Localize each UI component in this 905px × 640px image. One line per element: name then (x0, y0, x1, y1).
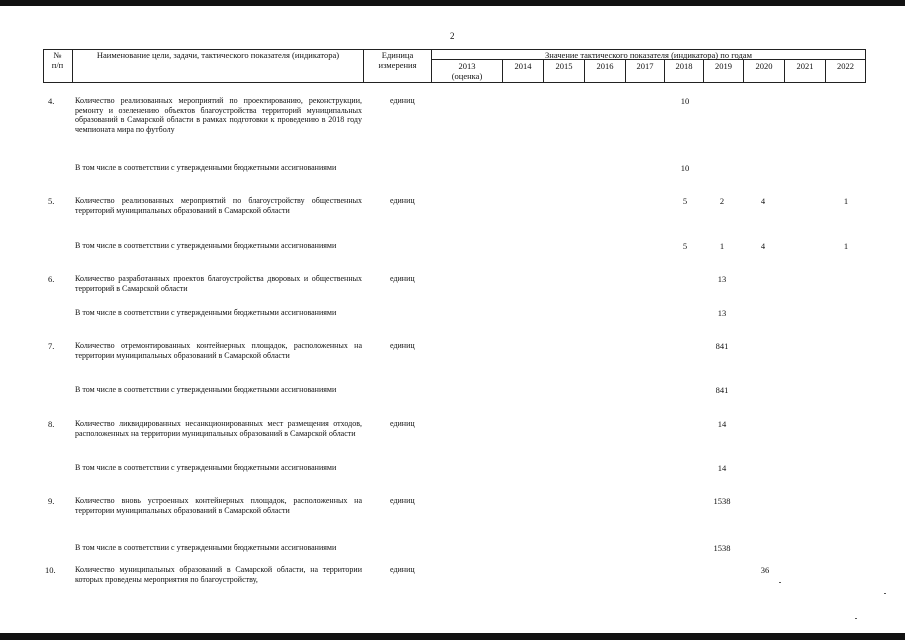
row-name: Количество ликвидированных несанкционированных мест размещения отходов, расположенных на территории муниципальных образований в Самарской области (75, 419, 362, 438)
row-name: Количество реализованных мероприятий по проектированию, реконструкции, ремонту и озеленению объектов благоустройства территорий муниципальных образований в Самарской области в рамках подготовки к проведению в 2018 году чемпионата мира по футболу (75, 96, 362, 134)
scan-speck (855, 618, 857, 619)
page-number: 2 (450, 31, 455, 41)
row-name: Количество муниципальных образований в Самарской области, на территории которых проведены мероприятия по благоустройству, (75, 565, 362, 584)
value-2019: 1538 (713, 543, 731, 553)
value-2019: 1538 (713, 496, 731, 506)
header-name: Наименование цели, задачи, тактического показателя (индикатора) (96, 50, 340, 60)
header-values: Значение тактического показателя (индикатора) по годам (545, 50, 752, 60)
scan-speck (779, 582, 781, 583)
row-number: 7. (48, 341, 55, 351)
row-unit: единиц (390, 565, 415, 574)
header-year-2013: 2013 (оценка) (451, 61, 483, 81)
row-unit: единиц (390, 496, 415, 505)
row-number: 5. (48, 196, 55, 206)
row-unit: единиц (390, 196, 415, 205)
header-year-2016: 2016 (596, 61, 614, 71)
scan-speck (884, 593, 886, 594)
row-name: Количество вновь устроенных контейнерных площадок, расположенных на территории муниципальных образований в Самарской области (75, 496, 362, 515)
row-name: В том числе в соответствии с утвержденными бюджетными ассигнованиями (75, 543, 337, 552)
row-number: 6. (48, 274, 55, 284)
row-name: В том числе в соответствии с утвержденными бюджетными ассигнованиями (75, 308, 337, 317)
row-name: В том числе в соответствии с утвержденными бюджетными ассигнованиями (75, 163, 337, 172)
value-2019: 14 (717, 463, 727, 473)
value-2019: 841 (715, 341, 729, 351)
row-number: 9. (48, 496, 55, 506)
header-year-2022: 2022 (837, 61, 854, 71)
row-name: Количество реализованных мероприятий по благоустройству общественных территорий муниципальных образований в Самарской области (75, 196, 362, 215)
header-year-2021: 2021 (796, 61, 814, 71)
value-2022: 1 (843, 241, 849, 251)
row-unit: единиц (390, 341, 415, 350)
row-name: Количество отремонтированных контейнерных площадок, расположенных на территории муниципальных образований в Самарской области (75, 341, 362, 360)
row-name: В том числе в соответствии с утвержденными бюджетными ассигнованиями (75, 385, 337, 394)
header-year-2014: 2014 (514, 61, 532, 71)
row-unit: единиц (390, 96, 415, 105)
header-unit: Единица измерения (378, 50, 417, 70)
header-year-2018: 2018 (675, 61, 693, 71)
row-unit: единиц (390, 274, 415, 283)
col-divider (865, 49, 866, 83)
row-unit: единиц (390, 419, 415, 428)
header-year-2015: 2015 (555, 61, 573, 71)
header-year-2017: 2017 (636, 61, 654, 71)
row-name: В том числе в соответствии с утвержденными бюджетными ассигнованиями (75, 241, 337, 250)
value-2018: 5 (682, 241, 688, 251)
value-2018: 10 (680, 96, 690, 106)
value-2020: 4 (760, 241, 766, 251)
header-year-2019: 2019 (715, 61, 732, 71)
row-name: Количество разработанных проектов благоустройства дворовых и общественных территорий в Самарской области (75, 274, 362, 293)
row-number: 8. (48, 419, 55, 429)
value-2018: 10 (680, 163, 690, 173)
header-year-2020: 2020 (755, 61, 773, 71)
value-2019: 14 (717, 419, 727, 429)
header-num: № п/п (51, 50, 64, 70)
value-2019: 13 (717, 308, 727, 318)
value-2020: 4 (760, 196, 766, 206)
value-2019: 1 (719, 241, 725, 251)
value-2019: 2 (719, 196, 725, 206)
bottom-border (0, 633, 905, 640)
row-number: 4. (48, 96, 55, 106)
value-2020: 36 (760, 565, 770, 575)
row-name: В том числе в соответствии с утвержденными бюджетными ассигнованиями (75, 463, 337, 472)
value-2019: 13 (717, 274, 727, 284)
top-border (0, 0, 905, 6)
row-number: 10. (45, 565, 56, 575)
value-2019: 841 (715, 385, 729, 395)
value-2022: 1 (843, 196, 849, 206)
value-2018: 5 (682, 196, 688, 206)
